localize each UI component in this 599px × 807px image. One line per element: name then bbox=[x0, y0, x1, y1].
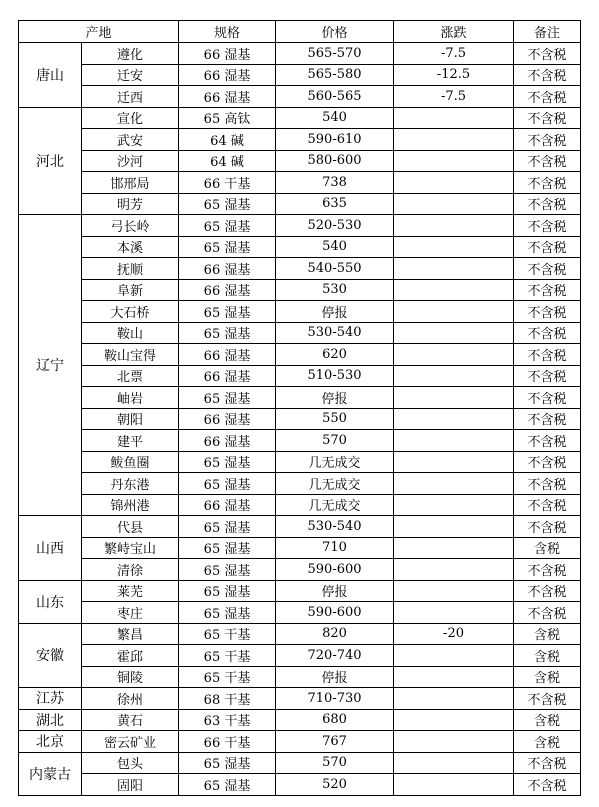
place-cell: 抚顺 bbox=[82, 258, 179, 280]
note-cell: 不含税 bbox=[514, 43, 581, 65]
table-body bbox=[19, 43, 581, 796]
spec-cell: 65 湿基 bbox=[179, 774, 276, 796]
note-cell: 含税 bbox=[514, 666, 581, 688]
change-cell bbox=[394, 559, 514, 581]
note-cell: 不含税 bbox=[514, 215, 581, 237]
price-table bbox=[18, 20, 581, 796]
price-cell: 540 bbox=[276, 107, 394, 129]
price-cell: 560-565 bbox=[276, 86, 394, 108]
change-cell bbox=[394, 473, 514, 495]
price-cell: 510-530 bbox=[276, 365, 394, 387]
table-row bbox=[19, 193, 581, 215]
change-cell bbox=[394, 236, 514, 258]
spec-cell: 66 湿基 bbox=[179, 279, 276, 301]
spec-cell: 66 湿基 bbox=[179, 494, 276, 516]
price-cell: 几无成交 bbox=[276, 451, 394, 473]
change-cell bbox=[394, 430, 514, 452]
change-cell bbox=[394, 731, 514, 753]
header-note: 备注 bbox=[514, 21, 581, 43]
change-cell bbox=[394, 516, 514, 538]
note-cell: 不含税 bbox=[514, 279, 581, 301]
note-cell: 不含税 bbox=[514, 86, 581, 108]
change-cell bbox=[394, 172, 514, 194]
place-cell: 鲅鱼圈 bbox=[82, 451, 179, 473]
spec-cell: 66 湿基 bbox=[179, 408, 276, 430]
note-cell: 不含税 bbox=[514, 774, 581, 796]
place-cell: 遵化 bbox=[82, 43, 179, 65]
place-cell: 北票 bbox=[82, 365, 179, 387]
price-cell: 590-610 bbox=[276, 129, 394, 151]
change-cell bbox=[394, 107, 514, 129]
table-row bbox=[19, 322, 581, 344]
price-cell: 几无成交 bbox=[276, 494, 394, 516]
table-row bbox=[19, 473, 581, 495]
change-cell bbox=[394, 494, 514, 516]
note-cell: 不含税 bbox=[514, 408, 581, 430]
table-row bbox=[19, 516, 581, 538]
note-cell: 含税 bbox=[514, 709, 581, 731]
table-row bbox=[19, 451, 581, 473]
change-cell bbox=[394, 752, 514, 774]
table-row bbox=[19, 150, 581, 172]
region-cell: 辽宁 bbox=[19, 215, 82, 516]
table-row bbox=[19, 537, 581, 559]
spec-cell: 66 湿基 bbox=[179, 86, 276, 108]
change-cell: -12.5 bbox=[394, 64, 514, 86]
price-cell: 570 bbox=[276, 752, 394, 774]
spec-cell: 65 湿基 bbox=[179, 215, 276, 237]
table-row bbox=[19, 365, 581, 387]
note-cell: 不含税 bbox=[514, 64, 581, 86]
spec-cell: 66 湿基 bbox=[179, 258, 276, 280]
note-cell: 含税 bbox=[514, 623, 581, 645]
table-row bbox=[19, 731, 581, 753]
place-cell: 繁峙宝山 bbox=[82, 537, 179, 559]
note-cell: 不含税 bbox=[514, 516, 581, 538]
note-cell: 不含税 bbox=[514, 301, 581, 323]
change-cell bbox=[394, 709, 514, 731]
price-cell: 710 bbox=[276, 537, 394, 559]
price-cell: 停报 bbox=[276, 301, 394, 323]
note-cell: 不含税 bbox=[514, 322, 581, 344]
note-cell: 不含税 bbox=[514, 688, 581, 710]
table-row bbox=[19, 752, 581, 774]
table-row bbox=[19, 172, 581, 194]
note-cell: 不含税 bbox=[514, 473, 581, 495]
place-cell: 徐州 bbox=[82, 688, 179, 710]
spec-cell: 65 湿基 bbox=[179, 752, 276, 774]
price-cell: 680 bbox=[276, 709, 394, 731]
place-cell: 武安 bbox=[82, 129, 179, 151]
change-cell bbox=[394, 322, 514, 344]
spec-cell: 65 湿基 bbox=[179, 236, 276, 258]
header-origin: 产地 bbox=[19, 21, 179, 43]
change-cell bbox=[394, 688, 514, 710]
note-cell: 不含税 bbox=[514, 344, 581, 366]
place-cell: 朝阳 bbox=[82, 408, 179, 430]
note-cell: 不含税 bbox=[514, 387, 581, 409]
price-cell: 540-550 bbox=[276, 258, 394, 280]
table-row bbox=[19, 43, 581, 65]
note-cell: 不含税 bbox=[514, 752, 581, 774]
price-cell: 565-570 bbox=[276, 43, 394, 65]
table-row bbox=[19, 64, 581, 86]
spec-cell: 65 湿基 bbox=[179, 602, 276, 624]
note-cell: 不含税 bbox=[514, 451, 581, 473]
table-row bbox=[19, 301, 581, 323]
table-row bbox=[19, 774, 581, 796]
change-cell bbox=[394, 215, 514, 237]
price-cell: 738 bbox=[276, 172, 394, 194]
price-cell: 570 bbox=[276, 430, 394, 452]
place-cell: 固阳 bbox=[82, 774, 179, 796]
note-cell: 不含税 bbox=[514, 258, 581, 280]
table-row bbox=[19, 215, 581, 237]
place-cell: 沙河 bbox=[82, 150, 179, 172]
note-cell: 不含税 bbox=[514, 559, 581, 581]
spec-cell: 65 干基 bbox=[179, 623, 276, 645]
price-cell: 820 bbox=[276, 623, 394, 645]
place-cell: 繁昌 bbox=[82, 623, 179, 645]
table-row bbox=[19, 559, 581, 581]
price-cell: 590-600 bbox=[276, 559, 394, 581]
place-cell: 包头 bbox=[82, 752, 179, 774]
change-cell bbox=[394, 580, 514, 602]
place-cell: 弓长岭 bbox=[82, 215, 179, 237]
spec-cell: 65 湿基 bbox=[179, 322, 276, 344]
place-cell: 铜陵 bbox=[82, 666, 179, 688]
place-cell: 代县 bbox=[82, 516, 179, 538]
place-cell: 莱芜 bbox=[82, 580, 179, 602]
header-row bbox=[19, 21, 581, 43]
spec-cell: 65 湿基 bbox=[179, 473, 276, 495]
note-cell: 含税 bbox=[514, 645, 581, 667]
place-cell: 黄石 bbox=[82, 709, 179, 731]
table-row bbox=[19, 602, 581, 624]
table-row bbox=[19, 279, 581, 301]
change-cell bbox=[394, 387, 514, 409]
table-row bbox=[19, 623, 581, 645]
place-cell: 邯邢局 bbox=[82, 172, 179, 194]
table-row bbox=[19, 580, 581, 602]
spec-cell: 65 湿基 bbox=[179, 580, 276, 602]
table-row bbox=[19, 430, 581, 452]
header-change: 涨跌 bbox=[394, 21, 514, 43]
change-cell: -7.5 bbox=[394, 43, 514, 65]
place-cell: 迁安 bbox=[82, 64, 179, 86]
table-row bbox=[19, 387, 581, 409]
table-row bbox=[19, 666, 581, 688]
region-cell: 北京 bbox=[19, 731, 82, 753]
note-cell: 含税 bbox=[514, 537, 581, 559]
table-row bbox=[19, 86, 581, 108]
spec-cell: 63 干基 bbox=[179, 709, 276, 731]
price-cell: 520-530 bbox=[276, 215, 394, 237]
change-cell bbox=[394, 645, 514, 667]
note-cell: 不含税 bbox=[514, 236, 581, 258]
price-cell: 720-740 bbox=[276, 645, 394, 667]
region-cell: 江苏 bbox=[19, 688, 82, 710]
table-row bbox=[19, 645, 581, 667]
place-cell: 密云矿业 bbox=[82, 731, 179, 753]
note-cell: 不含税 bbox=[514, 150, 581, 172]
place-cell: 枣庄 bbox=[82, 602, 179, 624]
price-cell: 530-540 bbox=[276, 322, 394, 344]
spec-cell: 65 干基 bbox=[179, 645, 276, 667]
region-cell: 山东 bbox=[19, 580, 82, 623]
spec-cell: 64 碱 bbox=[179, 129, 276, 151]
change-cell bbox=[394, 150, 514, 172]
header-price: 价格 bbox=[276, 21, 394, 43]
table-row bbox=[19, 258, 581, 280]
region-cell: 湖北 bbox=[19, 709, 82, 731]
table-row bbox=[19, 236, 581, 258]
price-cell: 530 bbox=[276, 279, 394, 301]
region-cell: 河北 bbox=[19, 107, 82, 215]
price-cell: 580-600 bbox=[276, 150, 394, 172]
place-cell: 迁西 bbox=[82, 86, 179, 108]
price-cell: 几无成交 bbox=[276, 473, 394, 495]
price-cell: 767 bbox=[276, 731, 394, 753]
header-spec: 规格 bbox=[179, 21, 276, 43]
table-row bbox=[19, 494, 581, 516]
change-cell: -20 bbox=[394, 623, 514, 645]
place-cell: 鞍山宝得 bbox=[82, 344, 179, 366]
spec-cell: 66 湿基 bbox=[179, 64, 276, 86]
place-cell: 清徐 bbox=[82, 559, 179, 581]
note-cell: 不含税 bbox=[514, 172, 581, 194]
note-cell: 不含税 bbox=[514, 494, 581, 516]
spec-cell: 66 湿基 bbox=[179, 43, 276, 65]
change-cell bbox=[394, 344, 514, 366]
note-cell: 不含税 bbox=[514, 430, 581, 452]
change-cell bbox=[394, 279, 514, 301]
table-row bbox=[19, 408, 581, 430]
note-cell: 含税 bbox=[514, 731, 581, 753]
table-row bbox=[19, 344, 581, 366]
price-cell: 停报 bbox=[276, 580, 394, 602]
place-cell: 本溪 bbox=[82, 236, 179, 258]
spec-cell: 64 碱 bbox=[179, 150, 276, 172]
change-cell bbox=[394, 129, 514, 151]
change-cell bbox=[394, 774, 514, 796]
region-cell: 山西 bbox=[19, 516, 82, 581]
spec-cell: 65 湿基 bbox=[179, 387, 276, 409]
spec-cell: 65 高钛 bbox=[179, 107, 276, 129]
spec-cell: 66 干基 bbox=[179, 172, 276, 194]
change-cell bbox=[394, 537, 514, 559]
price-cell: 540 bbox=[276, 236, 394, 258]
note-cell: 不含税 bbox=[514, 602, 581, 624]
table-row bbox=[19, 709, 581, 731]
price-cell: 停报 bbox=[276, 387, 394, 409]
place-cell: 霍邱 bbox=[82, 645, 179, 667]
change-cell bbox=[394, 602, 514, 624]
table-row bbox=[19, 688, 581, 710]
spec-cell: 66 干基 bbox=[179, 731, 276, 753]
note-cell: 不含税 bbox=[514, 580, 581, 602]
change-cell bbox=[394, 408, 514, 430]
change-cell bbox=[394, 193, 514, 215]
note-cell: 不含税 bbox=[514, 107, 581, 129]
price-cell: 520 bbox=[276, 774, 394, 796]
spec-cell: 66 湿基 bbox=[179, 365, 276, 387]
spec-cell: 65 湿基 bbox=[179, 193, 276, 215]
change-cell bbox=[394, 301, 514, 323]
place-cell: 岫岩 bbox=[82, 387, 179, 409]
place-cell: 大石桥 bbox=[82, 301, 179, 323]
note-cell: 不含税 bbox=[514, 129, 581, 151]
place-cell: 阜新 bbox=[82, 279, 179, 301]
price-cell: 635 bbox=[276, 193, 394, 215]
region-cell: 唐山 bbox=[19, 43, 82, 108]
spec-cell: 65 湿基 bbox=[179, 451, 276, 473]
place-cell: 锦州港 bbox=[82, 494, 179, 516]
spec-cell: 65 湿基 bbox=[179, 537, 276, 559]
spec-cell: 66 湿基 bbox=[179, 430, 276, 452]
place-cell: 宣化 bbox=[82, 107, 179, 129]
table-row bbox=[19, 107, 581, 129]
change-cell bbox=[394, 258, 514, 280]
place-cell: 鞍山 bbox=[82, 322, 179, 344]
note-cell: 不含税 bbox=[514, 365, 581, 387]
price-cell: 710-730 bbox=[276, 688, 394, 710]
place-cell: 明芳 bbox=[82, 193, 179, 215]
change-cell bbox=[394, 666, 514, 688]
spec-cell: 65 湿基 bbox=[179, 559, 276, 581]
change-cell bbox=[394, 451, 514, 473]
region-cell: 安徽 bbox=[19, 623, 82, 688]
region-cell: 内蒙古 bbox=[19, 752, 82, 795]
price-cell: 530-540 bbox=[276, 516, 394, 538]
spec-cell: 66 湿基 bbox=[179, 344, 276, 366]
spec-cell: 68 干基 bbox=[179, 688, 276, 710]
price-cell: 590-600 bbox=[276, 602, 394, 624]
place-cell: 丹东港 bbox=[82, 473, 179, 495]
change-cell bbox=[394, 365, 514, 387]
spec-cell: 65 干基 bbox=[179, 666, 276, 688]
price-cell: 565-580 bbox=[276, 64, 394, 86]
place-cell: 建平 bbox=[82, 430, 179, 452]
price-cell: 620 bbox=[276, 344, 394, 366]
price-cell: 550 bbox=[276, 408, 394, 430]
change-cell: -7.5 bbox=[394, 86, 514, 108]
spec-cell: 65 湿基 bbox=[179, 301, 276, 323]
spec-cell: 65 湿基 bbox=[179, 516, 276, 538]
price-cell: 停报 bbox=[276, 666, 394, 688]
note-cell: 不含税 bbox=[514, 193, 581, 215]
table-row bbox=[19, 129, 581, 151]
